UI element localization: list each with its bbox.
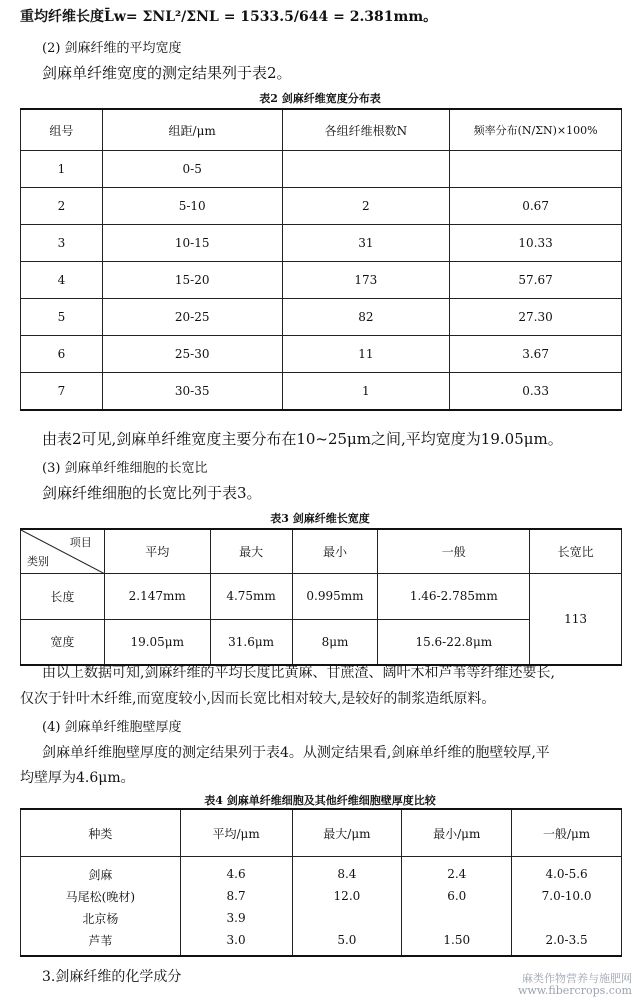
table4-cell: 7.0-10.0 (512, 885, 622, 907)
table2-cell: 15-20 (102, 262, 282, 299)
table4-header: 最大/μm (292, 809, 402, 857)
paragraph-wall-line2: 均壁厚为4.6μm。 (20, 770, 135, 786)
table-row (21, 885, 622, 907)
table2-cell: 31 (282, 225, 450, 262)
table4-cell: 2.4 (402, 857, 512, 886)
table2-cell: 10.33 (450, 225, 622, 262)
table4-cell: 4.0-5.6 (512, 857, 622, 886)
table2-cell: 4 (21, 262, 103, 299)
table2-cell: 1 (21, 151, 103, 188)
table4-cell (512, 907, 622, 929)
table4-header: 最小/μm (402, 809, 512, 857)
table4-cell: 3.0 (180, 929, 292, 956)
weighted-length-formula: 重均纤维长度L̄w= ΣNL²/ΣNL = 1533.5/644 = 2.381mm。 (20, 9, 438, 25)
table2-cell: 173 (282, 262, 450, 299)
paragraph-analysis-line2: 仅次于针叶木纤维,而宽度较小,因而长宽比相对较大,是较好的制浆造纸原料。 (20, 691, 496, 707)
table2-cell: 1 (282, 373, 450, 411)
table2-cell: 7 (21, 373, 103, 411)
table2-cell: 57.67 (450, 262, 622, 299)
subheading-wall-thickness: (4) 剑麻单纤维胞壁厚度 (42, 720, 182, 735)
table2-header: 组号 (21, 109, 103, 151)
table4-cell: 2.0-3.5 (512, 929, 622, 956)
table2-cell (450, 151, 622, 188)
table2-header: 组距/μm (102, 109, 282, 151)
subheading-fiber-width: (2) 剑麻纤维的平均宽度 (42, 41, 182, 56)
table-row (21, 188, 622, 225)
table4-header: 平均/μm (180, 809, 292, 857)
table3-cell: 31.6μm (210, 619, 292, 665)
table2-cell: 5 (21, 299, 103, 336)
table-row (21, 907, 622, 929)
table4-cell: 6.0 (402, 885, 512, 907)
table3-header: 最大 (210, 529, 292, 573)
table4-cell: 5.0 (292, 929, 402, 956)
table-row (21, 299, 622, 336)
table2-cell: 3.67 (450, 336, 622, 373)
table4-cell: 芦苇 (21, 929, 181, 956)
table2-width-distribution (20, 108, 622, 411)
table-row (21, 336, 622, 373)
table3-row-label: 宽度 (21, 619, 105, 665)
table3-ratio-cell: 113 (530, 573, 622, 665)
table4-wall-thickness (20, 808, 622, 957)
table2-cell: 2 (21, 188, 103, 225)
table4-cell: 8.7 (180, 885, 292, 907)
table3-cell: 19.05μm (104, 619, 210, 665)
table2-cell: 30-35 (102, 373, 282, 411)
table2-cell: 0.67 (450, 188, 622, 225)
table3-header: 一般 (378, 529, 530, 573)
table2-cell: 10-15 (102, 225, 282, 262)
table-row (21, 151, 622, 188)
table2-cell: 27.30 (450, 299, 622, 336)
table2-cell: 3 (21, 225, 103, 262)
table4-cell (292, 907, 402, 929)
paragraph-analysis-line1: 由以上数据可知,剑麻纤维的平均长度比黄麻、甘蔗渣、阔叶木和芦苇等纤维还要长, (42, 665, 555, 681)
section-heading-chemical-composition: 3.剑麻纤维的化学成分 (42, 969, 182, 985)
table2-header: 频率分布(N/ΣN)×100% (450, 109, 622, 151)
table3-row-label: 长度 (21, 573, 105, 619)
table3-cell: 2.147mm (104, 573, 210, 619)
table3-caption: 表3 剑麻纤维长宽度 (270, 512, 370, 525)
paragraph-table2-intro: 剑麻单纤维宽度的测定结果列于表2。 (42, 64, 292, 82)
table3-cell: 15.6-22.8μm (378, 619, 530, 665)
paragraph-table3-intro: 剑麻纤维细胞的长宽比列于表3。 (42, 484, 262, 502)
paragraph-width-summary: 由表2可见,剑麻单纤维宽度主要分布在10~25μm之间,平均宽度为19.05μm。 (42, 430, 563, 448)
table4-cell: 8.4 (292, 857, 402, 886)
table3-corner-cell (21, 529, 105, 573)
table3-cell: 1.46-2.785mm (378, 573, 530, 619)
watermark-site-name: 麻类作物营养与施肥网 (522, 972, 632, 985)
table2-caption: 表2 剑麻纤维宽度分布表 (259, 92, 381, 105)
table4-cell: 北京杨 (21, 907, 181, 929)
table3-length-width (20, 528, 622, 666)
paragraph-wall-line1: 剑麻单纤维胞壁厚度的测定结果列于表4。从测定结果看,剑麻单纤维的胞壁较厚,平 (42, 745, 550, 761)
table2-cell: 5-10 (102, 188, 282, 225)
table4-header: 一般/μm (512, 809, 622, 857)
table2-cell: 6 (21, 336, 103, 373)
table2-header: 各组纤维根数N (282, 109, 450, 151)
table4-cell: 剑麻 (21, 857, 181, 886)
table4-cell (402, 907, 512, 929)
table2-cell: 20-25 (102, 299, 282, 336)
table-row (21, 262, 622, 299)
watermark-site-url: www.fibercrops.com (517, 984, 632, 997)
table4-cell: 12.0 (292, 885, 402, 907)
table3-corner-top: 项目 (69, 536, 92, 549)
table-row (21, 225, 622, 262)
subheading-aspect-ratio: (3) 剑麻单纤维细胞的长宽比 (42, 461, 208, 476)
table4-header: 种类 (21, 809, 181, 857)
table-row (21, 857, 622, 886)
table3-cell: 8μm (292, 619, 378, 665)
table2-cell: 2 (282, 188, 450, 225)
table4-cell: 3.9 (180, 907, 292, 929)
table2-cell (282, 151, 450, 188)
table3-header: 平均 (104, 529, 210, 573)
table3-cell: 0.995mm (292, 573, 378, 619)
table-row (21, 373, 622, 411)
table4-cell: 4.6 (180, 857, 292, 886)
table2-cell: 0-5 (102, 151, 282, 188)
table3-header: 最小 (292, 529, 378, 573)
table2-cell: 25-30 (102, 336, 282, 373)
table3-corner-bottom: 类别 (27, 554, 49, 568)
table3-header: 长宽比 (530, 529, 622, 573)
table4-cell: 马尾松(晚材) (21, 885, 181, 907)
table-row (21, 929, 622, 956)
table4-caption: 表4 剑麻单纤维细胞及其他纤维细胞壁厚度比较 (204, 794, 436, 807)
table2-cell: 82 (282, 299, 450, 336)
table4-cell: 1.50 (402, 929, 512, 956)
table3-cell: 4.75mm (210, 573, 292, 619)
table-row (21, 573, 622, 619)
table2-cell: 11 (282, 336, 450, 373)
table2-cell: 0.33 (450, 373, 622, 411)
